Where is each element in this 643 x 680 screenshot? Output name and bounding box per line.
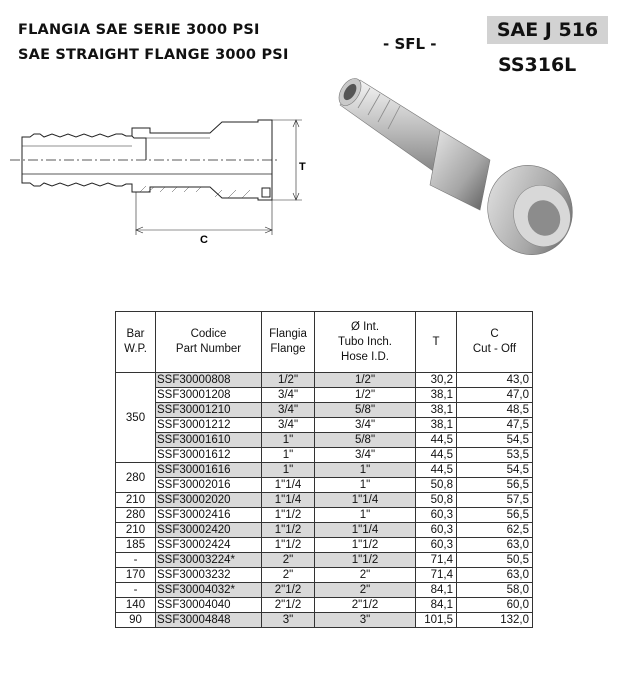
cut-off-cell: 54,5 <box>457 463 533 478</box>
hose-id-cell: 1" <box>315 508 416 523</box>
bar-cell: 280 <box>116 508 156 523</box>
cut-off-cell: 47,5 <box>457 418 533 433</box>
t-cell: 44,5 <box>416 463 457 478</box>
header-t: T <box>416 312 457 373</box>
part-number-cell: SSF30004040 <box>156 598 262 613</box>
technical-drawing <box>10 100 310 250</box>
flange-cell: 3" <box>262 613 315 628</box>
t-cell: 38,1 <box>416 388 457 403</box>
flange-cell: 1"1/2 <box>262 508 315 523</box>
t-cell: 50,8 <box>416 493 457 508</box>
part-number-cell: SSF30001612 <box>156 448 262 463</box>
cut-off-cell: 43,0 <box>457 373 533 388</box>
hose-id-cell: 1"1/2 <box>315 538 416 553</box>
table-row <box>116 478 533 493</box>
cut-off-cell: 63,0 <box>457 538 533 553</box>
flange-cell: 3/4" <box>262 388 315 403</box>
part-number-cell: SSF30004848 <box>156 613 262 628</box>
hose-id-cell: 1"1/4 <box>315 493 416 508</box>
t-cell: 84,1 <box>416 583 457 598</box>
bar-cell: 170 <box>116 568 156 583</box>
cut-off-cell: 47,0 <box>457 388 533 403</box>
hose-id-cell: 2"1/2 <box>315 598 416 613</box>
part-number-cell: SSF30001212 <box>156 418 262 433</box>
bar-cell: 280 <box>116 463 156 493</box>
bar-cell: 210 <box>116 493 156 508</box>
flange-cell: 1" <box>262 433 315 448</box>
title-english: SAE STRAIGHT FLANGE 3000 PSI <box>18 47 289 63</box>
t-cell: 71,4 <box>416 553 457 568</box>
bar-cell: 90 <box>116 613 156 628</box>
t-cell: 44,5 <box>416 448 457 463</box>
cut-off-cell: 58,0 <box>457 583 533 598</box>
fitting-render-image <box>330 60 590 260</box>
hose-id-cell: 1" <box>315 463 416 478</box>
bar-cell: - <box>116 553 156 568</box>
table-row <box>116 463 533 478</box>
part-number-cell: SSF30001616 <box>156 463 262 478</box>
t-cell: 60,3 <box>416 538 457 553</box>
header-hose-id: Ø Int. Tubo Inch. Hose I.D. <box>315 312 416 373</box>
flange-cell: 2" <box>262 553 315 568</box>
cut-off-cell: 48,5 <box>457 403 533 418</box>
cut-off-cell: 63,0 <box>457 568 533 583</box>
material-label: SS316L <box>498 54 577 76</box>
table-header-row <box>116 312 533 373</box>
cut-off-cell: 56,5 <box>457 478 533 493</box>
part-number-cell: SSF30004032* <box>156 583 262 598</box>
hose-id-cell: 5/8" <box>315 433 416 448</box>
t-cell: 30,2 <box>416 373 457 388</box>
flange-cell: 1"1/4 <box>262 478 315 493</box>
flange-cell: 3/4" <box>262 418 315 433</box>
flange-cell: 1"1/4 <box>262 493 315 508</box>
flange-cell: 1"1/2 <box>262 538 315 553</box>
table-row <box>116 403 533 418</box>
bar-cell: 140 <box>116 598 156 613</box>
dimension-t-label: T <box>299 161 306 173</box>
flange-cell: 2"1/2 <box>262 583 315 598</box>
t-cell: 60,3 <box>416 523 457 538</box>
flange-cell: 1" <box>262 448 315 463</box>
part-number-cell: SSF30002420 <box>156 523 262 538</box>
specification-table <box>115 311 533 628</box>
hose-id-cell: 2" <box>315 568 416 583</box>
part-number-cell: SSF30001210 <box>156 403 262 418</box>
table-row <box>116 538 533 553</box>
cut-off-cell: 54,5 <box>457 433 533 448</box>
hose-id-cell: 1"1/4 <box>315 523 416 538</box>
hose-id-cell: 3/4" <box>315 418 416 433</box>
t-cell: 50,8 <box>416 478 457 493</box>
flange-cell: 2"1/2 <box>262 598 315 613</box>
product-code: - SFL - <box>383 35 437 53</box>
part-number-cell: SSF30002416 <box>156 508 262 523</box>
cut-off-cell: 57,5 <box>457 493 533 508</box>
cut-off-cell: 62,5 <box>457 523 533 538</box>
table-row <box>116 418 533 433</box>
header-part-number: Codice Part Number <box>156 312 262 373</box>
table-row <box>116 373 533 388</box>
part-number-cell: SSF30003232 <box>156 568 262 583</box>
bar-cell: 185 <box>116 538 156 553</box>
cut-off-cell: 50,5 <box>457 553 533 568</box>
hose-id-cell: 1"1/2 <box>315 553 416 568</box>
table-row <box>116 508 533 523</box>
bar-cell: - <box>116 583 156 598</box>
table-row <box>116 613 533 628</box>
hose-id-cell: 1/2" <box>315 388 416 403</box>
table-row <box>116 568 533 583</box>
cut-off-cell: 53,5 <box>457 448 533 463</box>
cut-off-cell: 132,0 <box>457 613 533 628</box>
part-number-cell: SSF30002020 <box>156 493 262 508</box>
table-row <box>116 553 533 568</box>
t-cell: 84,1 <box>416 598 457 613</box>
part-number-cell: SSF30002424 <box>156 538 262 553</box>
table-row <box>116 523 533 538</box>
t-cell: 44,5 <box>416 433 457 448</box>
part-number-cell: SSF30001610 <box>156 433 262 448</box>
title-italian: FLANGIA SAE SERIE 3000 PSI <box>18 22 260 38</box>
table-row <box>116 388 533 403</box>
hose-id-cell: 1" <box>315 478 416 493</box>
part-number-cell: SSF30000808 <box>156 373 262 388</box>
part-number-cell: SSF30002016 <box>156 478 262 493</box>
cut-off-cell: 60,0 <box>457 598 533 613</box>
standard-badge: SAE J 516 <box>487 16 608 44</box>
hose-id-cell: 5/8" <box>315 403 416 418</box>
bar-cell: 350 <box>116 373 156 463</box>
flange-cell: 1"1/2 <box>262 523 315 538</box>
table-row <box>116 493 533 508</box>
hose-id-cell: 3" <box>315 613 416 628</box>
hose-id-cell: 2" <box>315 583 416 598</box>
part-number-cell: SSF30001208 <box>156 388 262 403</box>
bar-cell: 210 <box>116 523 156 538</box>
t-cell: 38,1 <box>416 418 457 433</box>
header-cut-off: C Cut - Off <box>457 312 533 373</box>
flange-cell: 1" <box>262 463 315 478</box>
flange-cell: 2" <box>262 568 315 583</box>
t-cell: 60,3 <box>416 508 457 523</box>
hose-id-cell: 3/4" <box>315 448 416 463</box>
dimension-c-label: C <box>200 234 208 246</box>
flange-cell: 1/2" <box>262 373 315 388</box>
table-row <box>116 598 533 613</box>
t-cell: 38,1 <box>416 403 457 418</box>
table-row <box>116 448 533 463</box>
cut-off-cell: 56,5 <box>457 508 533 523</box>
table-row <box>116 583 533 598</box>
hose-id-cell: 1/2" <box>315 373 416 388</box>
part-number-cell: SSF30003224* <box>156 553 262 568</box>
t-cell: 101,5 <box>416 613 457 628</box>
header-bar: Bar W.P. <box>116 312 156 373</box>
flange-cell: 3/4" <box>262 403 315 418</box>
table-row <box>116 433 533 448</box>
t-cell: 71,4 <box>416 568 457 583</box>
header-flange: Flangia Flange <box>262 312 315 373</box>
